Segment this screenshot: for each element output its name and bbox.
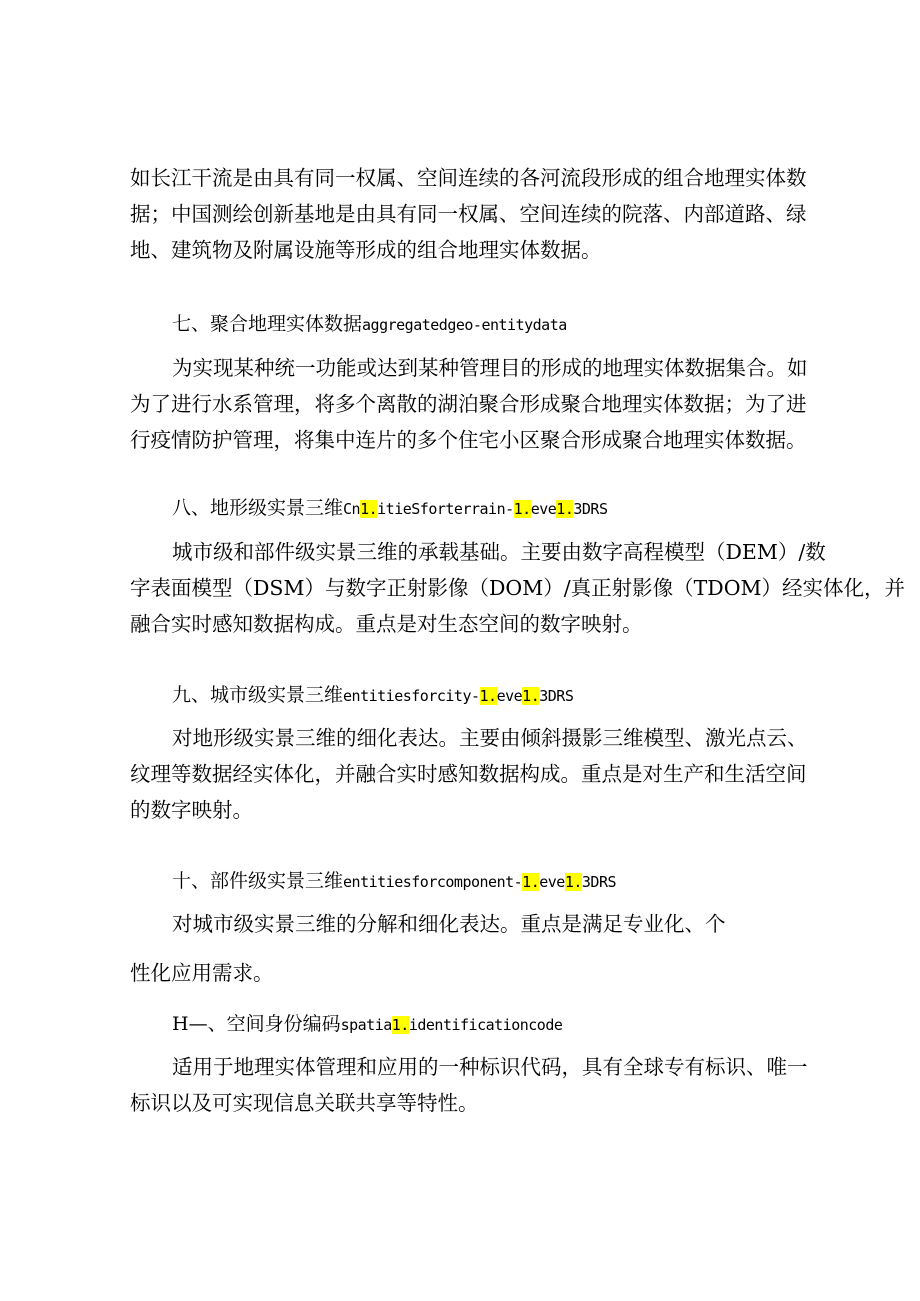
text-line: 适用于地理实体管理和应用的一种标识代码，具有全球专有标识、唯一: [172, 1055, 808, 1079]
heading-en: 3DRS: [581, 873, 617, 891]
highlighted-text: 1.: [556, 500, 574, 518]
text-line: 行疫情防护管理，将集中连片的多个住宅小区聚合形成聚合地理实体数据。: [130, 428, 807, 452]
paragraph-component-level-continued: [130, 955, 795, 991]
text-line: 字表面模型（DSM）与数字正射影像（DOM）/真正射影像（TDOM）经实体化，并: [130, 576, 906, 600]
paragraph-city-level-definition: [130, 720, 808, 828]
heading-en: eve: [496, 687, 523, 705]
heading-en: spatia: [340, 1016, 392, 1034]
highlighted-text: 1.: [479, 687, 497, 705]
text-line: 地、建筑物及附属设施等形成的组合地理实体数据。: [130, 238, 602, 262]
heading-en: itieSforterrain-: [377, 500, 514, 518]
heading-en: entitiesforcity-: [343, 687, 480, 705]
text-line: 为实现某种统一功能或达到某种管理目的形成的地理实体数据集合。如: [172, 356, 808, 380]
heading-component-level-3d: [172, 867, 616, 896]
text-line: 融合实时感知数据构成。重点是对生态空间的数字映射。: [130, 612, 643, 636]
text-line: 对城市级实景三维的分解和细化表达。重点是满足专业化、个: [172, 912, 726, 936]
paragraph-aggregated-entity-definition: [130, 350, 808, 458]
heading-en: 3DRS: [573, 500, 608, 518]
heading-en: Cn: [343, 500, 361, 518]
heading-spatial-identification-code: [172, 1010, 562, 1039]
text-line: 纹理等数据经实体化，并融合实时感知数据构成。重点是对生产和生活空间: [130, 762, 807, 786]
heading-en: aggregatedgeo-entitydata: [362, 316, 567, 334]
paragraph-component-level-definition: [130, 906, 795, 942]
text-line: 对地形级实景三维的细化表达。主要由倾斜摄影三维模型、激光点云、: [172, 726, 808, 750]
heading-en: identificationcode: [408, 1016, 563, 1034]
text-line: 如长江干流是由具有同一权属、空间连续的各河流段形成的组合地理实体数: [130, 166, 807, 190]
heading-zh: 九、城市级实景三维: [172, 684, 344, 706]
highlighted-text: 1.: [391, 1016, 409, 1034]
heading-zh: 十、部件级实景三维: [172, 870, 344, 892]
heading-en: entitiesforcomponent-: [343, 873, 523, 891]
heading-city-level-3d: [172, 681, 573, 710]
paragraph-terrain-level-definition: [130, 534, 906, 642]
paragraph-combined-entity-examples: [130, 160, 807, 268]
highlighted-text: 1.: [522, 873, 540, 891]
heading-en: eve: [539, 873, 565, 891]
text-line: 城市级和部件级实景三维的承载基础。主要由数字高程模型（DEM）/数: [172, 540, 826, 564]
heading-terrain-level-3d: [172, 494, 607, 523]
text-line: 性化应用需求。: [130, 961, 274, 985]
heading-en: 3DRS: [539, 687, 574, 705]
text-line: 为了进行水系管理，将多个离散的湖泊聚合形成聚合地理实体数据；为了进: [130, 392, 807, 416]
paragraph-spatial-code-definition: [130, 1049, 808, 1121]
heading-en: eve: [530, 500, 557, 518]
heading-zh: H—、空间身份编码: [172, 1013, 341, 1035]
heading-zh: 七、聚合地理实体数据: [172, 313, 363, 335]
text-line: 据；中国测绘创新基地是由具有同一权属、空间连续的院落、内部道路、绿: [130, 202, 807, 226]
highlighted-text: 1.: [513, 500, 531, 518]
highlighted-text: 1.: [522, 687, 540, 705]
highlighted-text: 1.: [360, 500, 378, 518]
highlighted-text: 1.: [564, 873, 582, 891]
text-line: 标识以及可实现信息关联共享等特性。: [130, 1091, 479, 1115]
heading-zh: 八、地形级实景三维: [172, 497, 344, 519]
text-line: 的数字映射。: [130, 798, 253, 822]
heading-aggregated-entity-data: [172, 310, 567, 339]
